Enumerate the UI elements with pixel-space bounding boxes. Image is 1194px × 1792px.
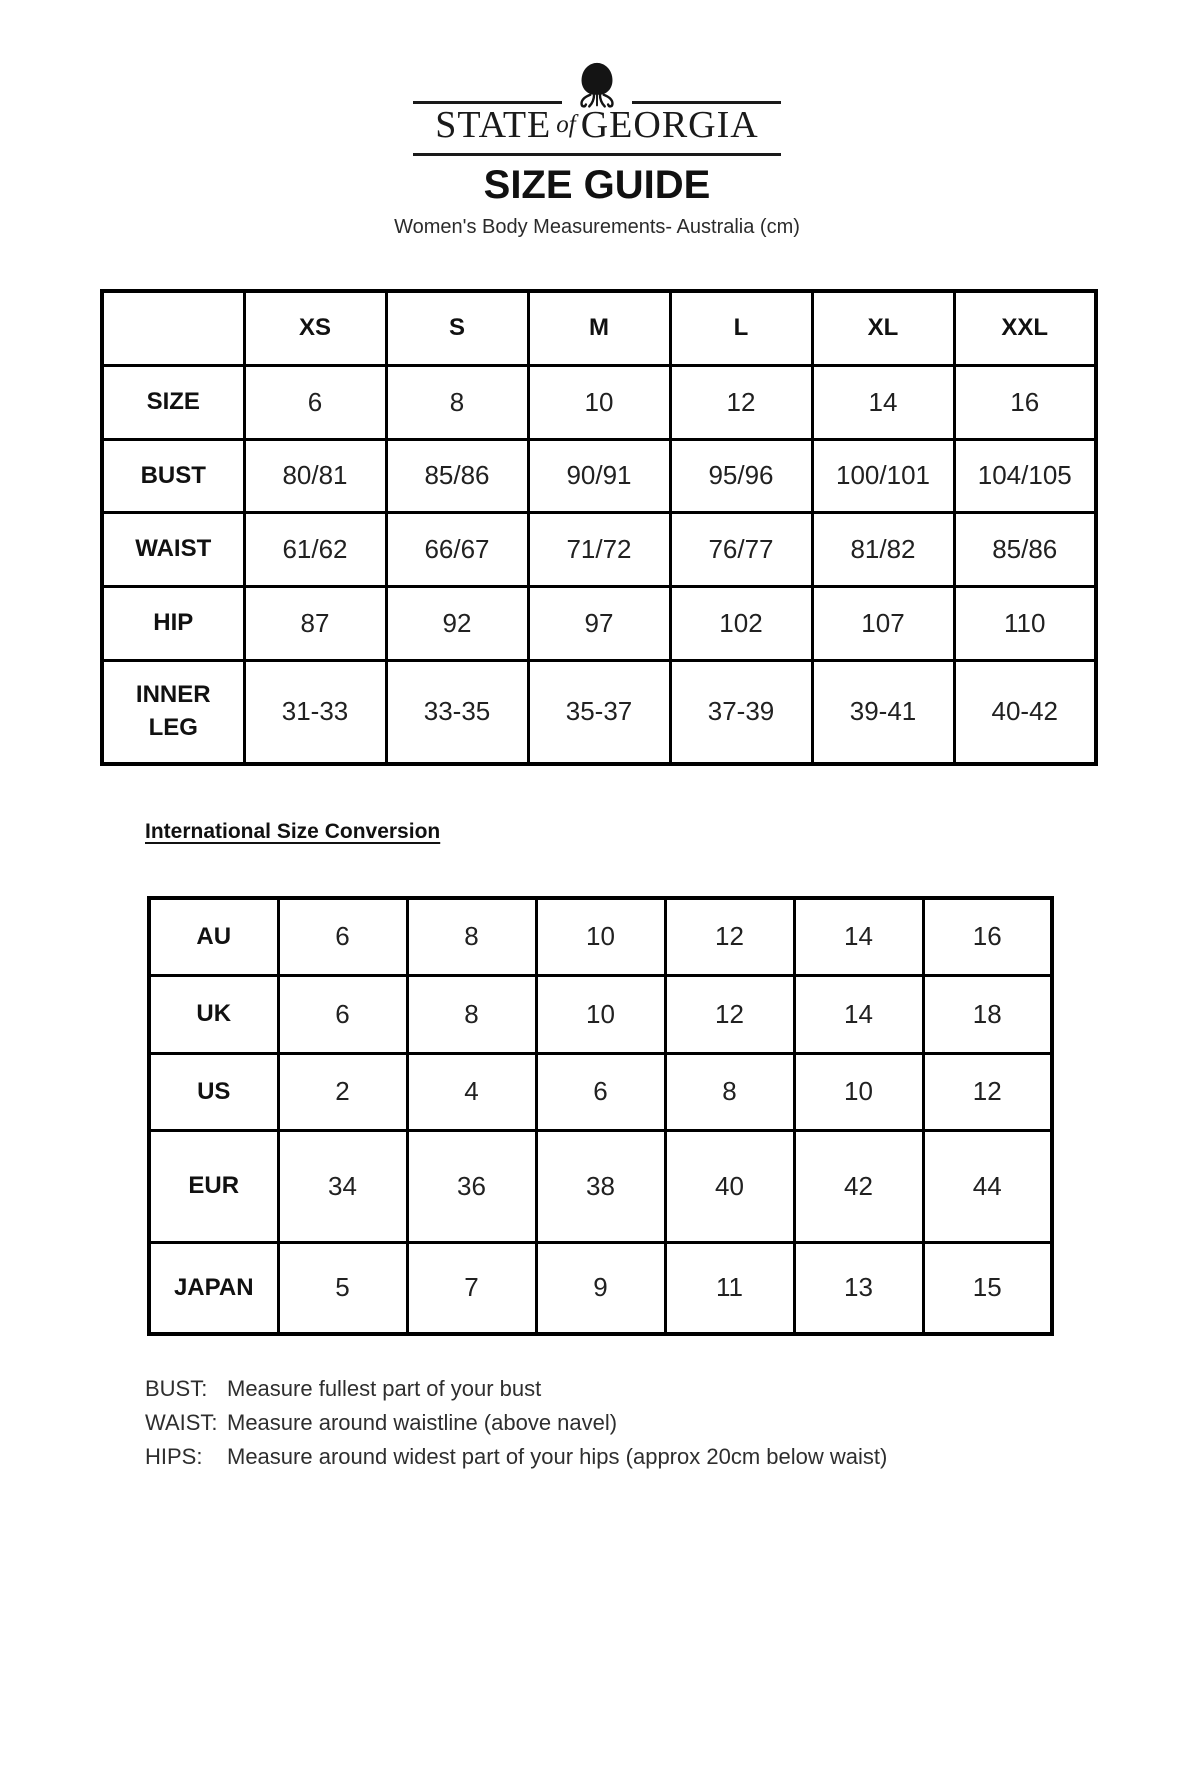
table-cell: 107 <box>812 586 954 660</box>
table-cell: 102 <box>670 586 812 660</box>
table-cell: 11 <box>665 1242 794 1334</box>
row-header-japan: JAPAN <box>149 1242 278 1334</box>
row-header-eur: EUR <box>149 1130 278 1242</box>
col-header-xl: XL <box>812 291 954 365</box>
note-hips <box>145 1440 1065 1474</box>
table-cell: 100/101 <box>812 439 954 512</box>
table-cell: 80/81 <box>244 439 386 512</box>
table-cell: 9 <box>536 1242 665 1334</box>
row-header-size: SIZE <box>102 365 244 439</box>
table-row-size <box>102 365 1096 439</box>
col-header-l: L <box>670 291 812 365</box>
table-row-japan <box>149 1242 1052 1334</box>
brand-name-of: of <box>556 111 576 138</box>
table-cell: 92 <box>386 586 528 660</box>
table-cell: 6 <box>278 898 407 975</box>
table-cell: 13 <box>794 1242 923 1334</box>
note-label: BUST: <box>145 1376 208 1401</box>
page-subtitle: Women's Body Measurements- Australia (cm) <box>394 216 800 238</box>
table-cell: 10 <box>536 975 665 1053</box>
table-cell: 38 <box>536 1130 665 1242</box>
col-header-s: S <box>386 291 528 365</box>
note-text: Measure around widest part of your hips (approx 20cm below waist) <box>227 1444 888 1469</box>
table-cell: 71/72 <box>528 512 670 586</box>
table-row-bust <box>102 439 1096 512</box>
table-cell: 12 <box>665 898 794 975</box>
table-cell: 34 <box>278 1130 407 1242</box>
corner-cell <box>102 291 244 365</box>
table-row-inner-leg <box>102 660 1096 764</box>
table-cell: 66/67 <box>386 512 528 586</box>
row-header-inner-leg: INNER LEG <box>102 660 244 764</box>
table-cell: 10 <box>536 898 665 975</box>
measurements-header-row <box>102 291 1096 365</box>
table-cell: 87 <box>244 586 386 660</box>
table-cell: 12 <box>923 1053 1052 1130</box>
table-cell: 40-42 <box>954 660 1096 764</box>
table-cell: 85/86 <box>386 439 528 512</box>
table-cell: 12 <box>670 365 812 439</box>
table-cell: 40 <box>665 1130 794 1242</box>
row-header-waist: WAIST <box>102 512 244 586</box>
table-cell: 14 <box>794 898 923 975</box>
table-cell: 104/105 <box>954 439 1096 512</box>
table-cell: 95/96 <box>670 439 812 512</box>
table-cell: 85/86 <box>954 512 1096 586</box>
table-cell: 4 <box>407 1053 536 1130</box>
note-text: Measure fullest part of your bust <box>227 1376 542 1401</box>
table-cell: 5 <box>278 1242 407 1334</box>
table-row-au <box>149 898 1052 975</box>
table-cell: 15 <box>923 1242 1052 1334</box>
table-cell: 6 <box>536 1053 665 1130</box>
table-cell: 97 <box>528 586 670 660</box>
table-cell: 7 <box>407 1242 536 1334</box>
table-cell: 37-39 <box>670 660 812 764</box>
note-text: Measure around waistline (above navel) <box>227 1410 618 1435</box>
table-cell: 6 <box>244 365 386 439</box>
table-cell: 12 <box>665 975 794 1053</box>
table-cell: 8 <box>407 975 536 1053</box>
measurements-table <box>100 289 1098 766</box>
table-row-hip <box>102 586 1096 660</box>
table-row-waist <box>102 512 1096 586</box>
row-header-bust: BUST <box>102 439 244 512</box>
col-header-xxl: XXL <box>954 291 1096 365</box>
table-cell: 31-33 <box>244 660 386 764</box>
col-header-m: M <box>528 291 670 365</box>
table-cell: 10 <box>794 1053 923 1130</box>
table-cell: 18 <box>923 975 1052 1053</box>
table-cell: 16 <box>923 898 1052 975</box>
table-cell: 8 <box>386 365 528 439</box>
table-cell: 42 <box>794 1130 923 1242</box>
table-cell: 110 <box>954 586 1096 660</box>
page-title: SIZE GUIDE <box>483 163 711 207</box>
note-label: WAIST: <box>145 1410 218 1435</box>
brand-logo <box>413 60 781 156</box>
conversion-table <box>147 896 1054 1336</box>
row-header-us: US <box>149 1053 278 1130</box>
table-cell: 39-41 <box>812 660 954 764</box>
table-cell: 33-35 <box>386 660 528 764</box>
table-cell: 35-37 <box>528 660 670 764</box>
note-label: HIPS: <box>145 1444 203 1469</box>
table-cell: 14 <box>812 365 954 439</box>
table-cell: 16 <box>954 365 1096 439</box>
note-waist <box>145 1406 1065 1440</box>
table-cell: 90/91 <box>528 439 670 512</box>
row-header-au: AU <box>149 898 278 975</box>
table-cell: 76/77 <box>670 512 812 586</box>
conversion-heading: International Size Conversion <box>145 820 441 843</box>
table-cell: 36 <box>407 1130 536 1242</box>
col-header-xs: XS <box>244 291 386 365</box>
table-cell: 61/62 <box>244 512 386 586</box>
table-row-us <box>149 1053 1052 1130</box>
table-cell: 6 <box>278 975 407 1053</box>
table-cell: 14 <box>794 975 923 1053</box>
table-cell: 44 <box>923 1130 1052 1242</box>
row-header-uk: UK <box>149 975 278 1053</box>
table-row-eur <box>149 1130 1052 1242</box>
row-header-hip: HIP <box>102 586 244 660</box>
table-cell: 81/82 <box>812 512 954 586</box>
table-cell: 8 <box>407 898 536 975</box>
note-bust <box>145 1372 1065 1406</box>
brand-name-georgia: GEORGIA <box>580 104 759 146</box>
table-cell: 2 <box>278 1053 407 1130</box>
measurement-notes <box>145 1372 1065 1474</box>
brand-name-state: STATE <box>435 104 552 146</box>
table-cell: 10 <box>528 365 670 439</box>
table-cell: 8 <box>665 1053 794 1130</box>
brand-name <box>413 106 781 156</box>
table-row-uk <box>149 975 1052 1053</box>
